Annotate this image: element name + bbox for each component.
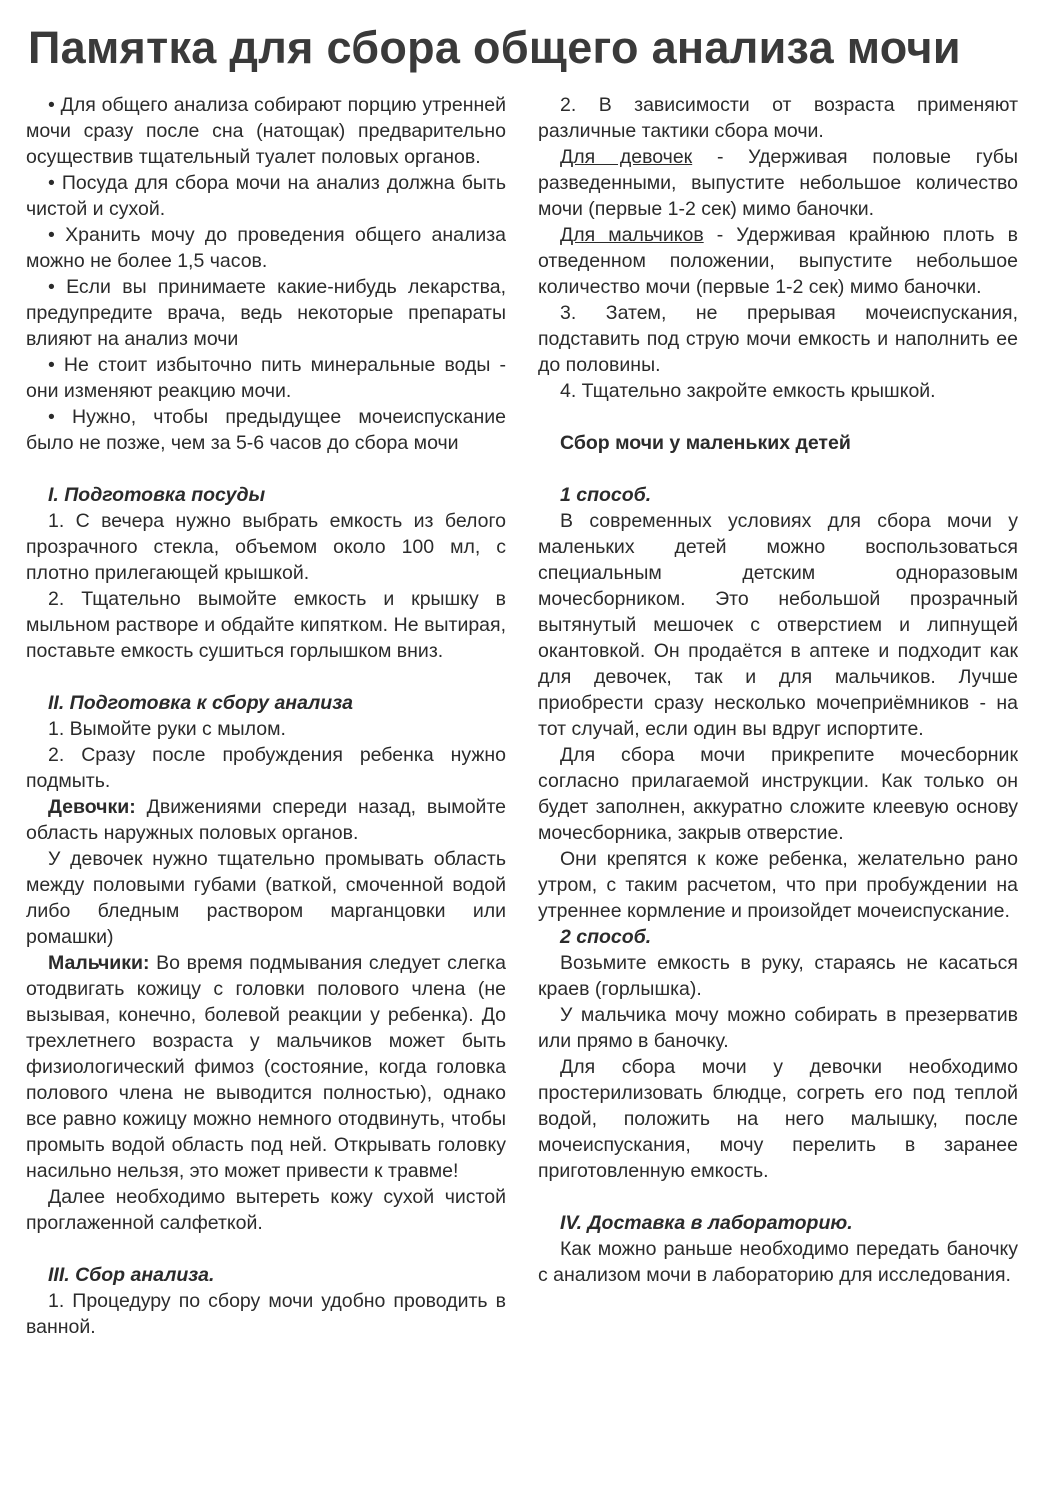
paragraph: У мальчика мочу можно собирать в презерватив или прямо в баночку. (538, 1004, 1018, 1052)
paragraph: У девочек нужно тщательно промывать область между половыми губами (ваткой, смоченной водой либо бледным раствором марганцовки или ромашки) (26, 848, 506, 948)
boys-text: Во время подмывания следует слегка отодвигать кожицу с головки полового члена (не вызывая, конечно, болевой реакции у ребенка). До трехлетнего возраста у мальчиков может быть физиологический фимоз (состояние, когда головка полового члена не выводится полностью), однако все равно кожицу можно немного отодвинуть, чтобы промыть водой область под ней. Открывать головку насильно нельзя, это может привести к травме! (26, 952, 506, 1182)
paragraph: Для сбора мочи у девочки необходимо простерилизовать блюдце, согреть его под теплой водой, положить на него малышку, после мочеиспускания, мочу перелить в заранее приготовленную емкость. (538, 1056, 1018, 1182)
for-boys-text: - Удерживая крайнюю плоть в отведенном положении, выпустите небольшое количество мочи (первые 1-2 сек) мимо баночки. (538, 224, 1018, 298)
paragraph: 3. Затем, не прерывая мочеиспускания, подставить под струю мочи емкость и наполнить ее до половины. (538, 302, 1018, 376)
paragraph: Для сбора мочи прикрепите мочесборник согласно прилагаемой инструкции. Как только он будет заполнен, аккуратно сложите клеевую основу мочесборника, закрыв отверстие. (538, 744, 1018, 844)
paragraph: 1. Вымойте руки с мылом. (48, 718, 286, 740)
paragraph: Они крепятся к коже ребенка, желательно рано утром, с таким расчетом, что при пробуждении на утреннее кормление и произойдет мочеиспускание. (538, 848, 1018, 922)
for-girls-text: - Удерживая половые губы разведенными, выпустите небольшое количество мочи (первые 1-2 сек) мимо баночки. (538, 146, 1018, 220)
boys-label: Мальчики: (48, 952, 150, 974)
method-2-heading: 2 способ. (560, 926, 652, 948)
paragraph-girls (26, 794, 506, 846)
paragraph: В современных условиях для сбора мочи у маленьких детей можно воспользоваться специальным детским одноразовым мочесборником. Это небольшой прозрачный вытянутый мешочек с отверстием и липнущей окантовкой. Он продаётся в аптеке и подходит как для девочек, так и для мальчиков. Лучше приобрести сразу несколько мочеприёмников - на тот случай, если один вы вдруг испортите. (538, 510, 1018, 740)
bullet-item: • Не стоит избыточно пить минеральные воды - они изменяют реакцию мочи. (26, 354, 506, 402)
section-heading-small-children: Сбор мочи у маленьких детей (560, 432, 851, 454)
girls-text: Движениями спереди назад, вымойте область наружных половых органов. (26, 796, 506, 844)
section-heading-preparation-collection: II. Подготовка к сбору анализа (48, 692, 353, 714)
girls-label: Девочки: (48, 796, 136, 818)
for-boys-label: Для мальчиков (560, 224, 704, 246)
paragraph-for-boys (538, 222, 1018, 300)
bullet-item: • Для общего анализа собирают порцию утренней мочи сразу после сна (натощак) предварительно осуществив тщательный туалет половых органов. (26, 94, 506, 168)
bullet-item: • Нужно, чтобы предыдущее мочеиспускание было не позже, чем за 5-6 часов до сбора мочи (26, 406, 506, 454)
paragraph: 2. Сразу после пробуждения ребенка нужно подмыть. (26, 744, 506, 792)
right-column (538, 92, 1018, 1288)
method-1-heading: 1 способ. (560, 484, 652, 506)
paragraph: 2. В зависимости от возраста применяют различные тактики сбора мочи. (538, 94, 1018, 142)
paragraph-for-girls (538, 144, 1018, 222)
bullet-item: • Посуда для сбора мочи на анализ должна быть чистой и сухой. (26, 172, 506, 220)
for-girls-label: Для девочек (560, 146, 693, 168)
section-heading-preparation-dishes: I. Подготовка посуды (48, 484, 266, 506)
bullet-item: • Если вы принимаете какие-нибудь лекарства, предупредите врача, ведь некоторые препараты влияют на анализ мочи (26, 276, 506, 350)
paragraph: Далее необходимо вытереть кожу сухой чистой проглаженной салфеткой. (26, 1186, 506, 1234)
page-title: Памятка для сбора общего анализа мочи (28, 22, 961, 73)
paragraph: 4. Тщательно закройте емкость крышкой. (560, 380, 936, 402)
paragraph: 2. Тщательно вымойте емкость и крышку в мыльном растворе и обдайте кипятком. Не вытирая, поставьте емкость сушиться горлышком вниз. (26, 588, 506, 662)
paragraph: Как можно раньше необходимо передать баночку с анализом мочи в лабораторию для исследования. (538, 1238, 1018, 1286)
paragraph: 1. С вечера нужно выбрать емкость из белого прозрачного стекла, объемом около 100 мл, с плотно прилегающей крышкой. (26, 510, 506, 584)
left-column (26, 92, 506, 1340)
bullet-item: • Хранить мочу до проведения общего анализа можно не более 1,5 часов. (26, 224, 506, 272)
paragraph: 1. Процедуру по сбору мочи удобно проводить в ванной. (26, 1290, 506, 1338)
paragraph-boys (26, 950, 506, 1184)
section-heading-delivery: IV. Доставка в лабораторию. (560, 1212, 853, 1234)
section-heading-collection: III. Сбор анализа. (48, 1264, 215, 1286)
paragraph: Возьмите емкость в руку, стараясь не касаться краев (горлышка). (538, 952, 1018, 1000)
